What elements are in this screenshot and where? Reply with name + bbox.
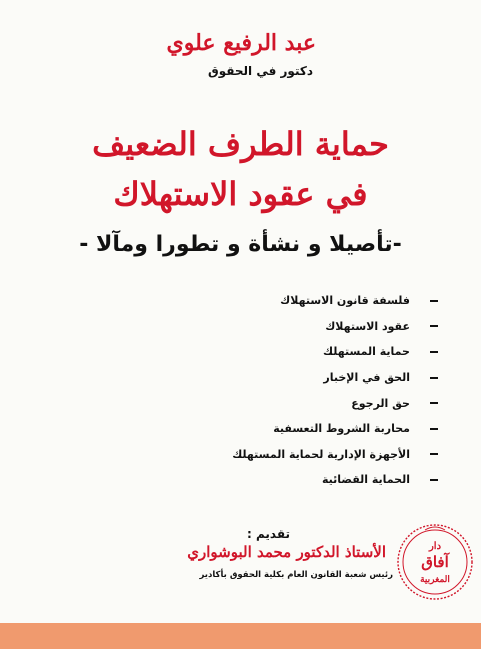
topic-label: الحماية القضائية — [321, 473, 410, 487]
topic-label: الأجهزة الإدارية لحماية المستهلك — [232, 447, 410, 461]
bullet-dash-icon — [430, 325, 438, 327]
bullet-dash-icon — [430, 402, 438, 404]
topic-label: فلسفة قانون الاستهلاك — [280, 294, 410, 308]
topic-item — [248, 467, 438, 493]
topic-label: الحق في الإخبار — [323, 371, 410, 385]
svg-text:المغربية: المغربية — [420, 575, 450, 585]
topic-label: حق الرجوع — [351, 396, 410, 410]
bullet-dash-icon — [430, 351, 438, 353]
svg-text:دار: دار — [428, 541, 442, 552]
presentation-label: تقديم : — [247, 527, 290, 541]
bullet-dash-icon — [430, 479, 438, 481]
bullet-dash-icon — [430, 377, 438, 379]
topics-list — [232, 288, 438, 493]
author-name: عبد الرفيع علوي — [166, 30, 316, 56]
author-degree: دكتور في الحقوق — [208, 64, 313, 78]
book-title-line-2: في عقود الاستهلاك — [113, 175, 368, 213]
publisher-seal-logo-icon — [395, 522, 475, 602]
topic-label: محاربة الشروط التعسفية — [273, 422, 410, 436]
topic-item — [248, 365, 438, 391]
book-subtitle: -تأصيلا و نشأة و تطورا ومآلا - — [79, 232, 402, 257]
presenter-role: رئيس شعبة القانون العام بكلية الحقوق بأكادير — [199, 570, 393, 580]
svg-text:آفاق: آفاق — [421, 553, 449, 571]
topic-item — [248, 416, 438, 442]
presenter-name: الأستاذ الدكتور محمد البوشواري — [187, 543, 386, 561]
topic-label: عقود الاستهلاك — [325, 319, 410, 333]
bullet-dash-icon — [430, 428, 438, 430]
bullet-dash-icon — [430, 300, 438, 302]
book-title-line-1: حماية الطرف الضعيف — [92, 125, 389, 163]
topic-item — [248, 390, 438, 416]
topic-item — [248, 314, 438, 340]
topic-item — [232, 442, 438, 468]
bottom-color-band — [0, 623, 481, 649]
topic-item — [248, 288, 438, 314]
topic-item — [248, 339, 438, 365]
topic-label: حماية المستهلك — [322, 345, 410, 359]
bullet-dash-icon — [430, 453, 438, 455]
